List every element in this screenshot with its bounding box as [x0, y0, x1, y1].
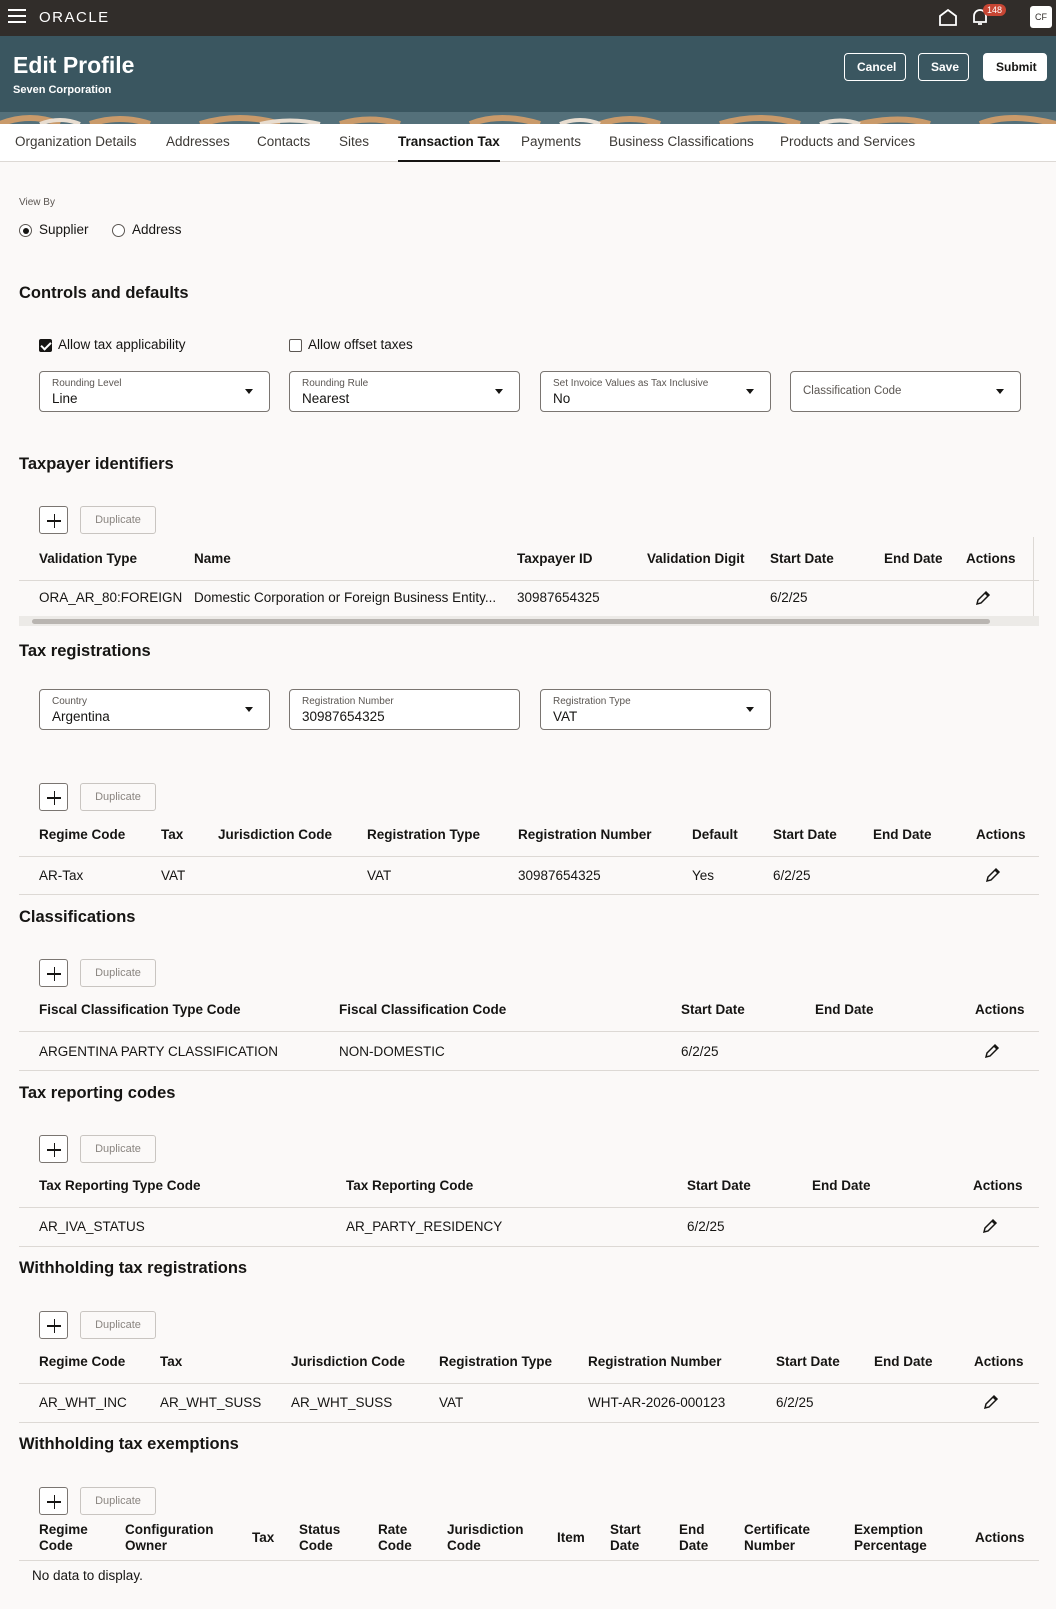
table-cell: 6/2/25	[770, 590, 808, 605]
registration-type-select[interactable]	[540, 689, 771, 730]
column-header: Regime Code	[39, 1522, 88, 1553]
edit-pencil-icon[interactable]	[974, 589, 992, 607]
notification-count-badge: 148	[983, 4, 1006, 16]
empty-table-message: No data to display.	[32, 1568, 143, 1583]
header-decorative-pattern	[0, 112, 1056, 124]
table-cell: WHT-AR-2026-000123	[588, 1395, 726, 1410]
reporting-codes-section-title: Tax reporting codes	[19, 1084, 176, 1102]
menu-icon[interactable]	[8, 9, 26, 25]
rounding-rule-select[interactable]	[289, 371, 520, 412]
table-cell: VAT	[367, 868, 392, 883]
tax-inclusive-select[interactable]	[540, 371, 771, 412]
classification-code-select[interactable]	[790, 371, 1021, 412]
column-header: Certificate Number	[744, 1522, 811, 1553]
row-divider	[19, 1560, 1039, 1561]
tab-addresses[interactable]: Addresses	[166, 134, 230, 149]
tab-transaction-tax[interactable]: Transaction Tax	[398, 134, 500, 149]
page-header	[0, 36, 1056, 124]
page-subtitle: Seven Corporation	[13, 84, 112, 96]
chevron-down-icon	[746, 707, 754, 712]
table-cell: ARGENTINA PARTY CLASSIFICATION	[39, 1044, 279, 1059]
taxpayer-add-button[interactable]	[39, 506, 68, 534]
country-label: Country	[52, 696, 88, 707]
column-header: Tax	[160, 1354, 183, 1369]
tab-business-classifications[interactable]: Business Classifications	[609, 134, 754, 149]
column-header: Start Date	[681, 1002, 745, 1017]
rounding-level-select[interactable]	[39, 371, 270, 412]
table-cell: AR_WHT_SUSS	[291, 1395, 393, 1410]
view-by-label: View By	[19, 197, 55, 208]
edit-pencil-icon[interactable]	[982, 1393, 1000, 1411]
column-header: Registration Type	[367, 827, 481, 842]
classification-code-placeholder: Classification Code	[803, 385, 902, 397]
table-cell: Domestic Corporation or Foreign Business Entity...	[194, 590, 497, 605]
withholding-exemptions-section-title: Withholding tax exemptions	[19, 1435, 239, 1453]
allow-offset-taxes-label[interactable]: Allow offset taxes	[308, 337, 413, 352]
column-header: Jurisdiction Code	[291, 1354, 406, 1369]
reporting-codes-duplicate-button[interactable]: Duplicate	[80, 1135, 156, 1163]
registration-type-value: VAT	[553, 709, 578, 724]
table-cell: AR_IVA_STATUS	[39, 1219, 145, 1234]
withholding-exemptions-duplicate-button[interactable]: Duplicate	[80, 1487, 156, 1515]
rounding-rule-value: Nearest	[302, 391, 350, 406]
registration-number-input[interactable]	[289, 689, 520, 730]
tax-registrations-add-button[interactable]	[39, 783, 68, 811]
row-divider	[19, 580, 1039, 581]
column-header: Registration Type	[439, 1354, 553, 1369]
edit-pencil-icon[interactable]	[984, 866, 1002, 884]
tax-registrations-duplicate-button[interactable]: Duplicate	[80, 783, 156, 811]
table-cell: 30987654325	[518, 868, 601, 883]
chevron-down-icon	[746, 389, 754, 394]
row-divider	[19, 1207, 1039, 1208]
tab-payments[interactable]: Payments	[521, 134, 582, 149]
column-header: Actions	[975, 1530, 1025, 1545]
view-by-supplier-label[interactable]: Supplier	[39, 222, 89, 237]
allow-offset-taxes-checkbox[interactable]	[289, 339, 302, 352]
controls-section-title: Controls and defaults	[19, 284, 189, 302]
row-divider	[19, 1422, 1039, 1423]
column-header: Start Date	[773, 827, 837, 842]
registration-number-value: 30987654325	[302, 709, 385, 724]
tab-bar	[0, 124, 1056, 162]
table-cell: AR-Tax	[39, 868, 84, 883]
page-title: Edit Profile	[13, 52, 135, 78]
column-header: End Date	[812, 1178, 871, 1193]
column-header: Status Code	[299, 1522, 341, 1553]
chevron-down-icon	[245, 707, 253, 712]
column-header: Actions	[966, 551, 1016, 566]
column-header: Start Date	[687, 1178, 751, 1193]
tab-products-and-services[interactable]: Products and Services	[780, 134, 916, 149]
table-cell: ORA_AR_80:FOREIGN	[39, 590, 183, 605]
rounding-rule-label: Rounding Rule	[302, 378, 369, 389]
table-cell: VAT	[161, 868, 186, 883]
edit-pencil-icon[interactable]	[981, 1217, 999, 1235]
column-header: Fiscal Classification Code	[339, 1002, 507, 1017]
tab-contacts[interactable]: Contacts	[257, 134, 311, 149]
withholding-registrations-section-title: Withholding tax registrations	[19, 1259, 248, 1277]
row-divider	[19, 1383, 1039, 1384]
home-icon[interactable]	[938, 8, 958, 26]
column-header: Exemption Percentage	[854, 1522, 927, 1553]
taxpayer-duplicate-button[interactable]: Duplicate	[80, 506, 156, 534]
tab-sites[interactable]: Sites	[339, 134, 370, 149]
tab-organization-details[interactable]: Organization Details	[15, 134, 137, 149]
tax-registrations-section-title: Tax registrations	[19, 642, 151, 660]
submit-button[interactable]: Submit	[983, 53, 1047, 81]
column-header: End Date	[873, 827, 932, 842]
table-cell: Yes	[692, 868, 715, 883]
table-cell: 6/2/25	[681, 1044, 719, 1059]
top-bar	[0, 0, 1056, 36]
classifications-duplicate-button[interactable]: Duplicate	[80, 959, 156, 987]
withholding-exemptions-add-button[interactable]	[39, 1487, 68, 1515]
cancel-button[interactable]: Cancel	[844, 53, 906, 81]
taxpayer-section-title: Taxpayer identifiers	[19, 455, 174, 473]
column-header: Rate Code	[378, 1522, 412, 1553]
row-divider	[19, 1031, 1039, 1032]
table-cell: AR_PARTY_RESIDENCY	[346, 1219, 503, 1234]
tax-inclusive-label: Set Invoice Values as Tax Inclusive	[553, 378, 709, 389]
column-header: End Date	[815, 1002, 874, 1017]
chevron-down-icon	[495, 389, 503, 394]
table-divider	[1033, 537, 1034, 616]
column-header: Registration Number	[588, 1354, 722, 1369]
row-divider	[19, 1246, 1039, 1247]
table-cell: 6/2/25	[773, 868, 811, 883]
column-header: Item	[557, 1530, 585, 1545]
column-header: Actions	[973, 1178, 1023, 1193]
column-header: Actions	[975, 1002, 1025, 1017]
column-header: Regime Code	[39, 827, 126, 842]
rounding-level-value: Line	[52, 391, 78, 406]
column-header: Validation Digit	[647, 551, 745, 566]
scrollbar-thumb[interactable]	[32, 619, 990, 624]
column-header: Registration Number	[518, 827, 652, 842]
oracle-logo[interactable]: ORACLE	[39, 9, 110, 26]
withholding-registrations-add-button[interactable]	[39, 1311, 68, 1339]
column-header: Jurisdiction Code	[218, 827, 333, 842]
country-value: Argentina	[52, 709, 110, 724]
column-header: Fiscal Classification Type Code	[39, 1002, 241, 1017]
column-header: Validation Type	[39, 551, 138, 566]
column-header: Start Date	[610, 1522, 641, 1553]
reporting-codes-add-button[interactable]	[39, 1135, 68, 1163]
save-button[interactable]: Save	[918, 53, 969, 81]
classifications-add-button[interactable]	[39, 959, 68, 987]
column-header: Default	[692, 827, 738, 842]
column-header: Start Date	[776, 1354, 840, 1369]
user-avatar[interactable]: CF	[1030, 6, 1052, 28]
table-cell: 6/2/25	[687, 1219, 725, 1234]
allow-tax-applicability-checkbox[interactable]	[39, 339, 52, 352]
column-header: End Date	[874, 1354, 933, 1369]
registration-number-label: Registration Number	[302, 696, 394, 707]
column-header: Taxpayer ID	[517, 551, 593, 566]
table-cell: AR_WHT_INC	[39, 1395, 127, 1410]
rounding-level-label: Rounding Level	[52, 378, 122, 389]
column-header: Tax	[252, 1530, 275, 1545]
withholding-registrations-duplicate-button[interactable]: Duplicate	[80, 1311, 156, 1339]
column-header: Tax Reporting Code	[346, 1178, 474, 1193]
row-divider	[19, 1070, 1039, 1071]
table-cell: 30987654325	[517, 590, 600, 605]
table-cell: VAT	[439, 1395, 464, 1410]
classifications-section-title: Classifications	[19, 908, 136, 926]
table-cell: NON-DOMESTIC	[339, 1044, 445, 1059]
column-header: End Date	[884, 551, 943, 566]
chevron-down-icon	[245, 389, 253, 394]
edit-pencil-icon[interactable]	[983, 1042, 1001, 1060]
country-select[interactable]	[39, 689, 270, 730]
column-header: Tax Reporting Type Code	[39, 1178, 201, 1193]
column-header: Actions	[974, 1354, 1024, 1369]
column-header: Configuration Owner	[125, 1522, 214, 1553]
row-divider	[19, 894, 1039, 895]
view-by-supplier-radio[interactable]	[19, 224, 32, 237]
table-cell: AR_WHT_SUSS	[160, 1395, 262, 1410]
allow-tax-applicability-label[interactable]: Allow tax applicability	[58, 337, 186, 352]
column-header: Tax	[161, 827, 184, 842]
view-by-address-label[interactable]: Address	[132, 222, 182, 237]
column-header: Regime Code	[39, 1354, 126, 1369]
table-cell: 6/2/25	[776, 1395, 814, 1410]
registration-type-label: Registration Type	[553, 696, 631, 707]
chevron-down-icon	[996, 389, 1004, 394]
tax-inclusive-value: No	[553, 391, 571, 406]
column-header: Actions	[976, 827, 1026, 842]
column-header: Start Date	[770, 551, 834, 566]
column-header: End Date	[679, 1522, 709, 1553]
row-divider	[19, 856, 1039, 857]
column-header: Name	[194, 551, 231, 566]
column-header: Jurisdiction Code	[447, 1522, 524, 1553]
view-by-address-radio[interactable]	[112, 224, 125, 237]
